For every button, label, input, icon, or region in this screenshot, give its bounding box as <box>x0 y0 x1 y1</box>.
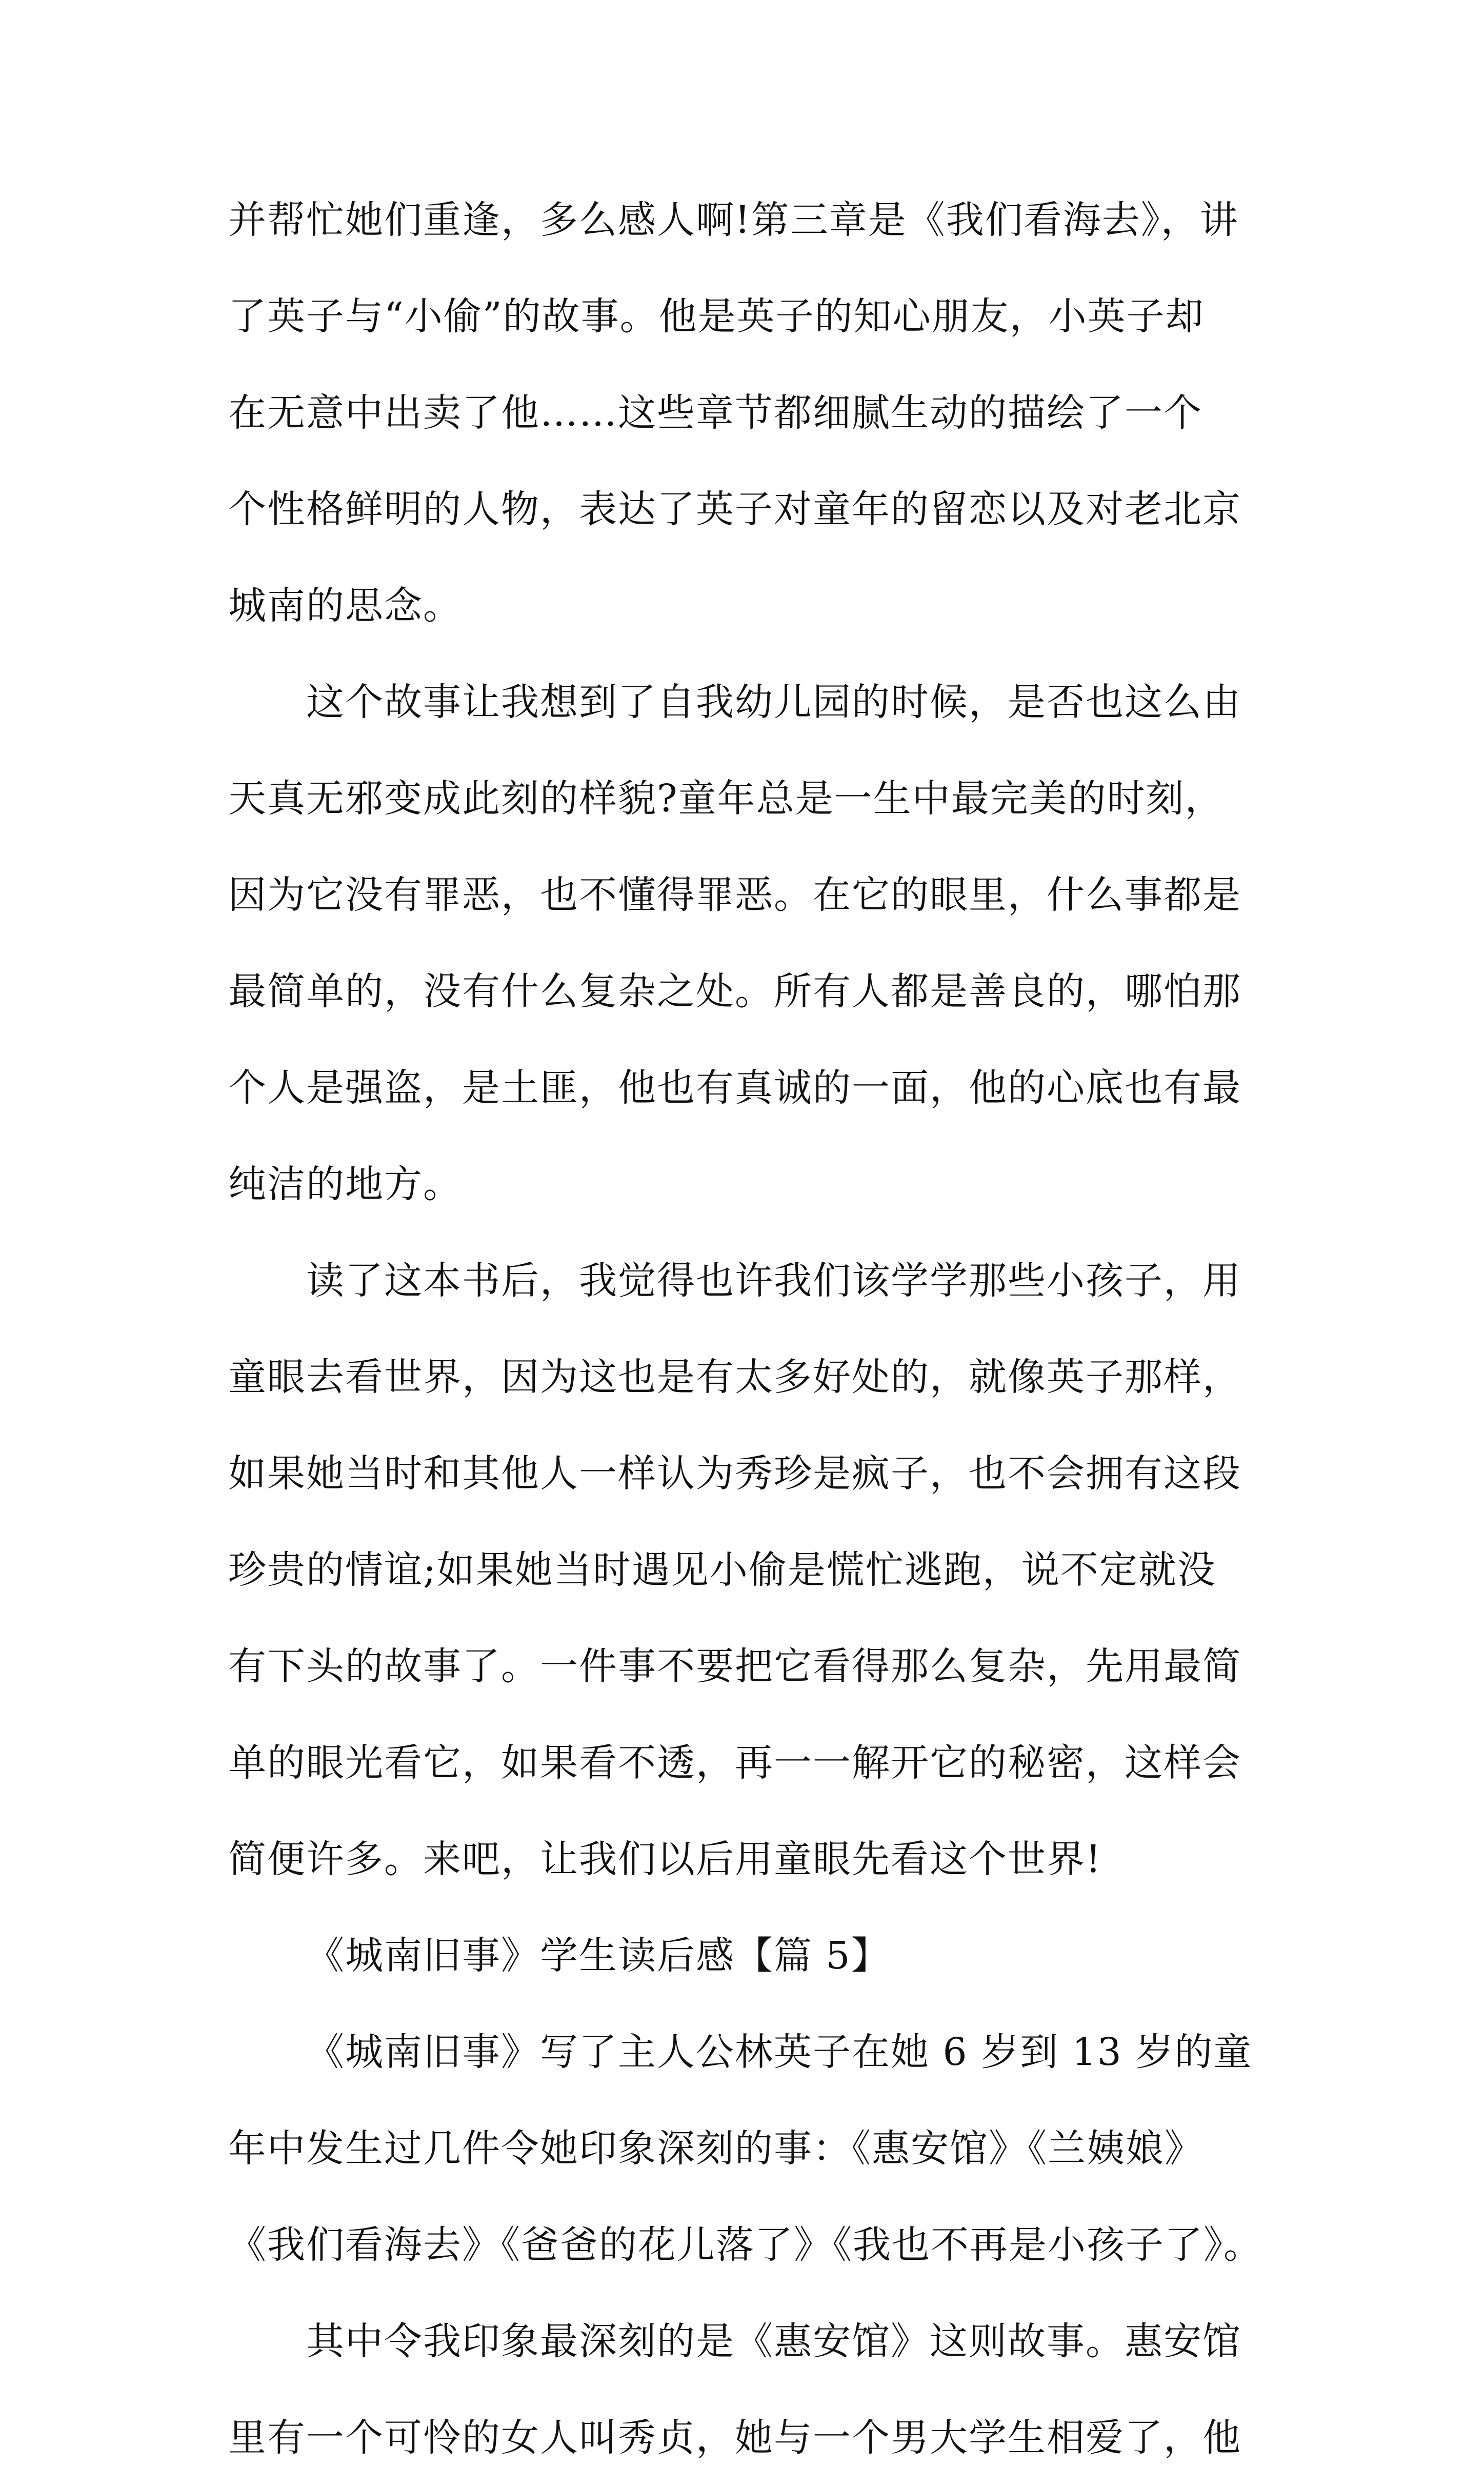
text-line-16: 有下头的故事了。一件事不要把它看得那么复杂，先用最简 <box>228 1644 1241 1688</box>
text-line-21: 年中发生过几件令她印象深刻的事：《惠安馆》《兰姨娘》 <box>228 2126 1204 2171</box>
text-line-22: 《我们看海去》《爸爸的花儿落了》《我也不再是小孩子了》。 <box>228 2223 1262 2267</box>
text-line-17: 单的眼光看它，如果看不透，再一一解开它的秘密，这样会 <box>228 1741 1241 1785</box>
text-line-9: 最简单的，没有什么复杂之处。所有人都是善良的，哪怕那 <box>228 969 1241 1013</box>
text-line-7: 天真无邪变成此刻的样貌?童年总是一生中最完美的时刻， <box>228 777 1224 821</box>
text-line-3: 在无意中出卖了他……这些章节都细腻生动的描绘了一个 <box>228 391 1202 435</box>
text-line-24: 里有一个可怜的女人叫秀贞，她与一个男大学生相爱了，他 <box>228 2416 1241 2460</box>
section-heading: 《城南旧事》学生读后感【篇 5】 <box>306 1934 890 1978</box>
body-text <box>228 172 1274 2486</box>
text-line-4: 个性格鲜明的人物，表达了英子对童年的留恋以及对老北京 <box>228 487 1241 531</box>
text-line-6: 这个故事让我想到了自我幼儿园的时候，是否也这么由 <box>306 680 1241 724</box>
text-line-14: 如果她当时和其他人一样认为秀珍是疯子，也不会拥有这段 <box>228 1451 1241 1496</box>
text-line-11: 纯洁的地方。 <box>228 1162 462 1206</box>
text-line-18: 简便许多。来吧，让我们以后用童眼先看这个世界! <box>228 1837 1102 1881</box>
text-line-15: 珍贵的情谊;如果她当时遇见小偷是慌忙逃跑，说不定就没 <box>228 1548 1216 1592</box>
text-line-23: 其中令我印象最深刻的是《惠安馆》这则故事。惠安馆 <box>306 2319 1241 2363</box>
text-line-12: 读了这本书后，我觉得也许我们该学学那些小孩子，用 <box>306 1259 1241 1303</box>
text-line-5: 城南的思念。 <box>228 584 462 628</box>
text-line-1: 并帮忙她们重逢，多么感人啊!第三章是《我们看海去》，讲 <box>228 198 1239 242</box>
text-line-2: 了英子与“小偷”的故事。他是英子的知心朋友，小英子却 <box>228 294 1205 339</box>
text-line-8: 因为它没有罪恶，也不懂得罪恶。在它的眼里，什么事都是 <box>228 873 1241 917</box>
text-line-10: 个人是强盗，是土匪，他也有真诚的一面，他的心底也有最 <box>228 1066 1241 1110</box>
text-line-20: 《城南旧事》写了主人公林英子在她 6 岁到 13 岁的童 <box>306 2030 1253 2074</box>
text-line-13: 童眼去看世界，因为这也是有太多好处的，就像英子那样， <box>228 1355 1241 1399</box>
